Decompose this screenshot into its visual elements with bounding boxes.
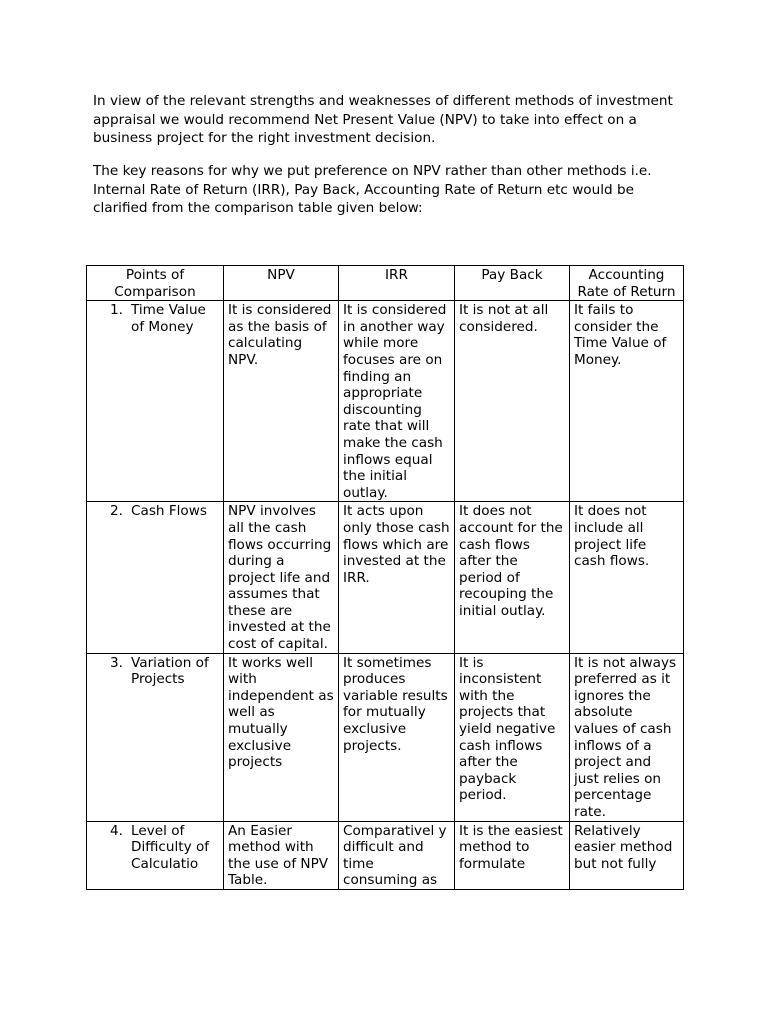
intro-paragraph-1: In view of the relevant strengths and weaknesses of different methods of investment appraisal we would recommend Net Present Value (NPV) to take into effect on a business project for the right investment decision. [93, 93, 673, 146]
cell-point [87, 653, 224, 821]
point-label: Time Value of Money [131, 302, 206, 335]
table-row [87, 502, 684, 653]
header-npv: NPV [224, 266, 339, 301]
cell-irr: Comparativel y difficult and time consuming as [339, 821, 455, 889]
cell-point [87, 502, 224, 653]
header-points-of-comparison: Points of Comparison [87, 266, 224, 301]
cell-arr: It does not include all project life cash flows. [570, 502, 684, 653]
point-label: Variation of Projects [131, 654, 209, 688]
point-label: Cash Flows [131, 503, 207, 520]
cell-pay-back: It is inconsistent with the projects that yield negative cash inflows after the payback period. [455, 653, 570, 821]
header-accounting-rate-of-return: Accounting Rate of Return [570, 266, 684, 301]
cell-pay-back: It is the easiest method to formulate [455, 821, 570, 889]
point-number: 1. [110, 302, 123, 319]
header-irr: IRR [339, 266, 455, 301]
table-row [87, 821, 684, 889]
cell-irr: It sometimes produces variable results for mutually exclusive projects. [339, 653, 455, 821]
cell-arr: It fails to consider the Time Value of Money. [570, 301, 684, 502]
point-label: Level of Difficulty of Calculatio [131, 822, 210, 872]
cell-npv: An Easier method with the use of NPV Table. [224, 821, 339, 889]
cell-irr: It acts upon only those cash flows which are invested at the IRR. [339, 502, 455, 653]
cell-arr: Relatively easier method but not fully [570, 821, 684, 889]
comparison-table [86, 265, 684, 890]
cell-irr: It is considered in another way while more focuses are on finding an appropriate discounting rate that will make the cash inflows equal the initial outlay. [339, 301, 455, 502]
cell-point [87, 301, 224, 502]
table-row [87, 301, 684, 502]
point-number: 4. [110, 822, 123, 839]
cell-pay-back: It is not at all considered. [455, 301, 570, 502]
header-pay-back: Pay Back [455, 266, 570, 301]
cell-arr: It is not always preferred as it ignores the absolute values of cash inflows of a project and just relies on percentage rate. [570, 653, 684, 821]
intro-paragraph-2: The key reasons for why we put preference on NPV rather than other methods i.e. Internal Rate of Return (IRR), Pay Back, Accounting Rate of Return etc would be clarified from the comparison table given below: [93, 163, 652, 216]
cell-npv: NPV involves all the cash flows occurring during a project life and assumes that these are invested at the cost of capital. [224, 502, 339, 653]
cell-point [87, 821, 224, 889]
table-row [87, 653, 684, 821]
point-number: 3. [110, 654, 123, 671]
cell-npv: It is considered as the basis of calculating NPV. [224, 301, 339, 502]
cell-npv: It works well with independent as well as mutually exclusive projects [224, 653, 339, 821]
table-header-row [87, 266, 684, 301]
point-number: 2. [110, 503, 123, 520]
cell-pay-back: It does not account for the cash flows after the period of recouping the initial outlay. [455, 502, 570, 653]
